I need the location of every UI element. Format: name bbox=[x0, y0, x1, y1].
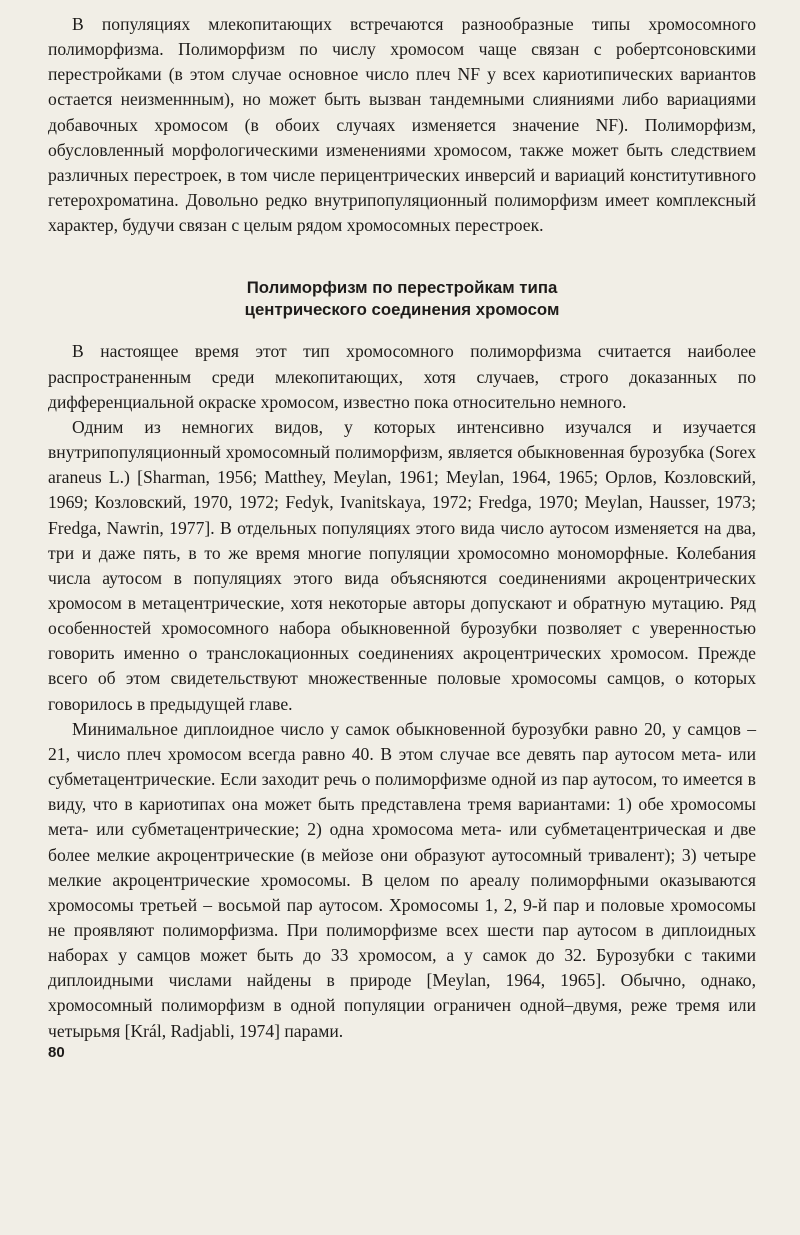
section-paragraph-3: Минимальное диплоидное число у самок обыкновенной бурозубки равно 20, у самцов –21, число плеч хромосом всегда равно 40. В этом случае все девять пар аутосом мета- или субметацентрические. Если заходит речь о полиморфизме одной из пар аутосом, то имеется в виду, что в кариотипах она может быть представлена тремя вариантами: 1) обе хромосомы мета- или субметацентрические; 2) одна хромосома мета- или субметацентрическая и две более мелкие акроцентрические (в мейозе они образуют аутосомный тривалент); 3) четыре мелкие акроцентрические хромосомы. В целом по ареалу полиморфными оказываются хромосомы третьей – восьмой пар аутосом. Хромосомы 1, 2, 9-й пар и половые хромосомы не проявляют полиморфизма. При полиморфизме всех шести пар аутосом в диплоидных наборах у самцов может быть до 33 хромосом, а у самок до 32. Бурозубки с такими диплоидными числами найдены в природе [Meylan, 1964, 1965]. Обычно, однако, хромосомный полиморфизм в одной популяции ограничен одной–двумя, реже тремя или четырьмя [Král, Radjabli, 1974] парами. bbox=[48, 718, 756, 1041]
section-heading-line-1: Полиморфизм по перестройкам типа bbox=[246, 278, 558, 298]
book-page bbox=[48, 12, 756, 1062]
section-heading-line-2: центрического соединения хромосом bbox=[244, 300, 560, 320]
page-number: 80 bbox=[48, 1043, 65, 1061]
section-paragraph-1: В настоящее время этот тип хромосомного полиморфизма считается наиболее распространенным среди млекопитающих, хотя случаев, строго доказанных по дифференциальной окраске хромосом, известно пока относительно немного. bbox=[48, 341, 756, 412]
section-heading bbox=[48, 277, 756, 321]
section-paragraph-2: Одним из немногих видов, у которых интенсивно изучался и изучается внутрипопуляционный хромосомный полиморфизм, является обыкновенная бурозубка (Sorex araneus L.) [Sharman, 1956; Matthey, Meylan, 1961; Meylan, 1964, 1965; Орлов, Козловский, 1969; Козловский, 1970, 1972; Fedyk, Ivanitskaya, 1972; Fredga, 1970; Meylan, Hausser, 1973; Fredga, Nawrin, 1977]. В отдельных популяциях этого вида число аутосом изменяется на два, три и даже пять, в то же время многие популяции хромосомно мономорфные. Колебания числа аутосом в популяциях этого вида объясняются соединениями акроцентрических хромосом в метацентрические, хотя некоторые авторы допускают и обратную мутацию. Ряд особенностей хромосомного набора обыкновенной бурозубки позволяет с уверенностью говорить именно о транслокационных соединениях акроцентрических хромосом. Прежде всего об этом свидетельствуют множественные половые хромосомы самцов, о которых говорилось в предыдущей главе. bbox=[48, 416, 756, 714]
intro-paragraph: В популяциях млекопитающих встречаются разнообразные типы хромосомного полиморфизма. Полиморфизм по числу хромосом чаще связан с робертсоновскими перестройками (в этом случае основное число плеч NF у всех кариотипических вариантов остается неизменнным), но может быть вызван тандемными слияниями либо вариациями добавочных хромосом (в обоих случаях изменяется значение NF). Полиморфизм, обусловленный морфологическими изменениями хромосом, также может быть следствием различных перестроек, в том числе перицентрических инверсий и вариаций конститутивного гетерохроматина. Довольно редко внутрипопуляционный полиморфизм имеет комплексный характер, будучи связан с целым рядом хромосомных перестроек. bbox=[48, 14, 756, 236]
